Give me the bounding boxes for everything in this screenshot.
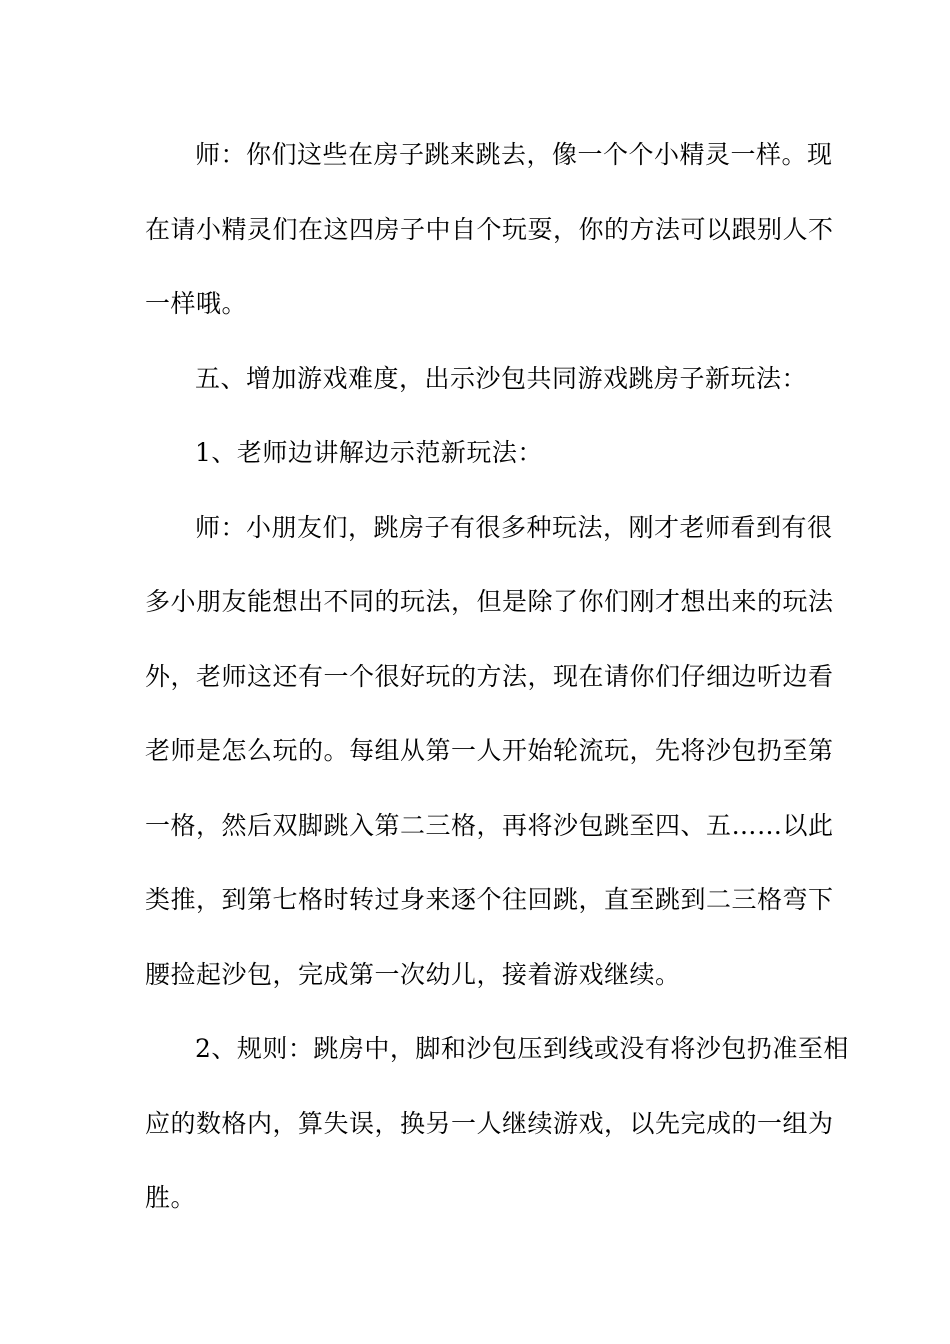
text-line: 2、规则：跳房中，脚和沙包压到线或没有将沙包扔准至相 — [195, 1034, 849, 1063]
text-line: 在请小精灵们在这四房子中自个玩耍，你的方法可以跟别人不 — [145, 214, 834, 244]
text-line: 胜。 — [145, 1183, 197, 1212]
text-line: 腰捡起沙包，完成第一次幼儿，接着游戏继续。 — [145, 959, 681, 989]
section-heading-five — [145, 342, 808, 417]
document-body — [145, 118, 849, 1236]
text-line: 一格，然后双脚跳入第二三格，再将沙包跳至四、五……以此 — [145, 810, 834, 840]
text-line: 多小朋友能想出不同的玩法，但是除了你们刚才想出来的玩法 — [145, 587, 834, 616]
paragraph-teacher-explanation — [145, 491, 834, 1013]
text-line: 师：你们这些在房子跳来跳去，像一个个小精灵一样。现 — [195, 140, 833, 169]
text-line: 师：小朋友们，跳房子有很多种玩法，刚才老师看到有很 — [195, 512, 833, 542]
heading-line: 五、增加游戏难度，出示沙包共同游戏跳房子新玩法： — [195, 363, 808, 393]
text-line: 应的数格内，算失误，换另一人继续游戏，以先完成的一组为 — [145, 1108, 834, 1138]
text-line: 外，老师这还有一个很好玩的方法，现在请你们仔细边听边看 — [145, 661, 834, 691]
text-line: 一样哦。 — [145, 289, 248, 318]
subheading-one — [145, 416, 805, 491]
text-line: 老师是怎么玩的。每组从第一人开始轮流玩，先将沙包扔至第 — [145, 736, 834, 765]
heading-line: 1、老师边讲解边示范新玩法： — [195, 438, 543, 467]
paragraph-rules — [145, 1012, 849, 1236]
paragraph-teacher-intro — [145, 118, 834, 342]
text-line: 类推，到第七格时转过身来逐个往回跳，直至跳到二三格弯下 — [145, 885, 834, 914]
